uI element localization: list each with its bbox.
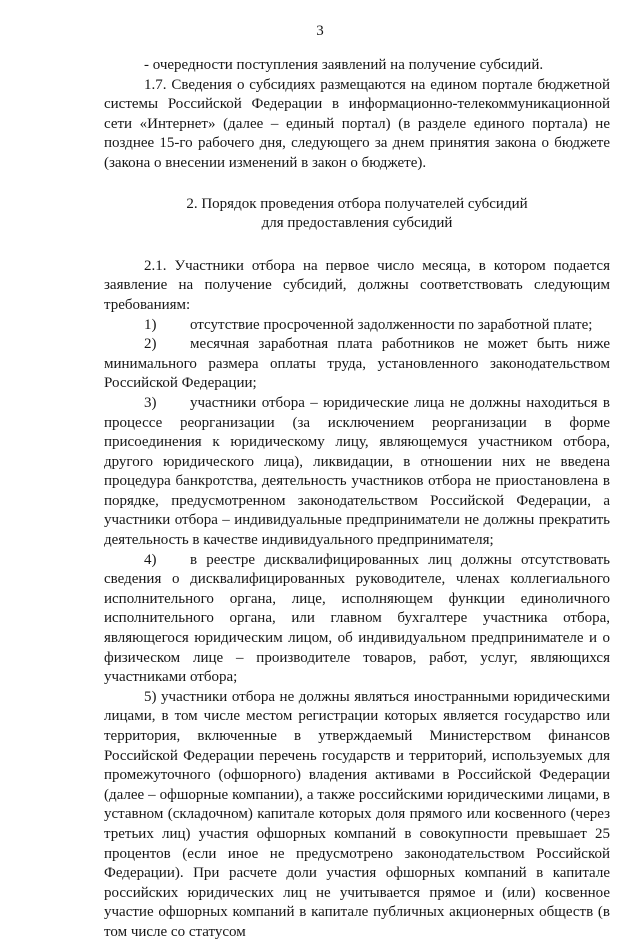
list-item-text: участники отбора – юридические лица не должны находиться в процессе реорганизации (за исключением реорганизации в форме присоединения к юридическому лицу, являющемуся участником отбора, другого юридического лица), ликвидации, в отношении них не введена процедура банкротства, деятельность участников отбора не приостановлена в порядке, предусмотренном законодательством Российской Федерации, а участники отбора – индивидуальные предприниматели не должны прекратить деятельность в качестве индивидуального предпринимателя; — [104, 394, 610, 549]
paragraph-2-1: 2.1. Участники отбора на первое число месяца, в котором подается заявление на получение субсидий, должны соответствовать следующим требованиям: — [104, 257, 610, 313]
list-item — [104, 316, 610, 336]
list-item-text: отсутствие просроченной задолженности по заработной плате; — [190, 316, 593, 333]
page-number: 3 — [316, 23, 324, 39]
section-heading — [104, 195, 610, 234]
list-item — [104, 394, 610, 551]
list-item-number: 4) — [144, 551, 157, 568]
list-item — [104, 551, 610, 688]
list-item-text: месячная заработная плата работников не может быть ниже минимального размера оплаты труда, установленного законодательством Российской Федерации; — [104, 336, 610, 392]
section-heading-line-1: 2. Порядок проведения отбора получателей субсидий — [186, 195, 528, 212]
paragraph-1-7: 1.7. Сведения о субсидиях размещаются на едином портале бюджетной системы Российской Федерации в информационно-телекоммуникационной сети «Интернет» (далее – единый портал) (в разделе единого портала) не позднее 15-го рабочего дня, следующего за днем принятия закона о бюджете (закона о внесении изменений в закон о бюджете). — [104, 76, 610, 171]
section-heading-line-2: для предоставления субсидий — [261, 215, 453, 232]
list-item-number: 2) — [144, 336, 157, 353]
list-item-text: в реестре дисквалифицированных лиц должны отсутствовать сведения о дисквалифицированных руководителе, членах коллегиального исполнительного органа, лице, исполняющем функции единоличного исполнительного органа, или главном бухгалтере участника отбора, являющегося юридическим лицом, об индивидуальном предпринимателе и о физическом лице – производителе товаров, работ, услуг, являющихся участниками отбора; — [104, 551, 610, 686]
document-body — [104, 56, 610, 943]
list-item-5: 5) участники отбора не должны являться иностранными юридическими лицами, в том числе местом регистрации которых является государство или территория, включенные в утверждаемый Министерством финансов Российской Федерации перечень государств и территорий, используемых для промежуточного (офшорного) владения активами в Российской Федерации (далее – офшорные компании), а также российскими юридическими лицами, в уставном (складочном) капитале которых доля прямого или косвенного (через третьих лиц) участия офшорных компаний в совокупности превышает 25 процентов (если иное не предусмотрено законодательством Российской Федерации). При расчете доли участия офшорных компаний в капитале российских юридических лиц не учитывается прямое и (или) косвенное участие офшорных компаний в капитале публичных акционерных обществ (в том числе со статусом — [104, 688, 610, 940]
list-item-number: 3) — [144, 394, 157, 411]
list-item — [104, 335, 610, 394]
list-item-order: - очередности поступления заявлений на получение субсидий. — [144, 57, 544, 73]
list-item-number: 1) — [144, 316, 157, 333]
